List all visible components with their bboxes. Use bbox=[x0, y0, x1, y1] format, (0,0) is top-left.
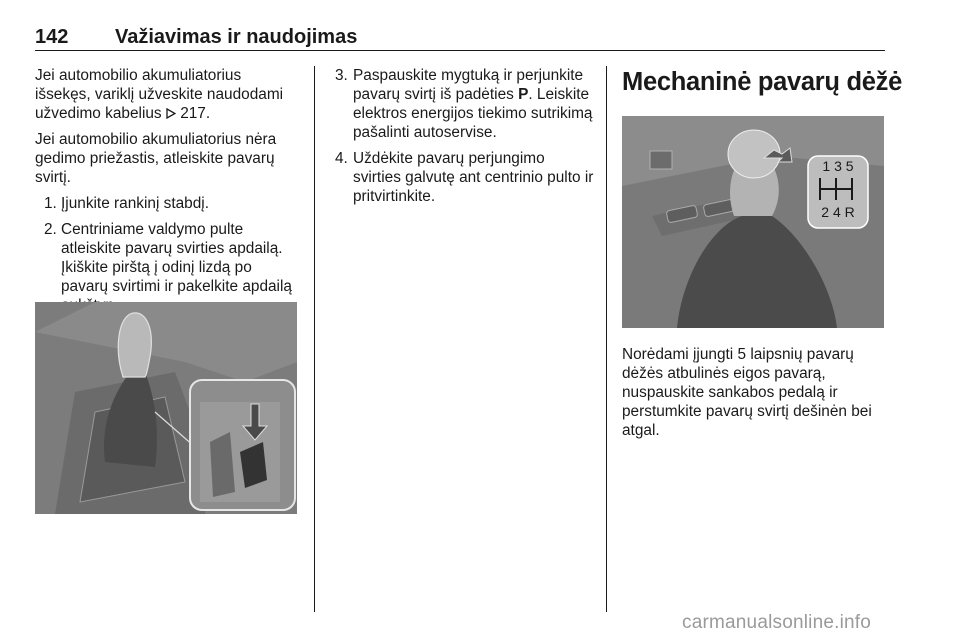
paragraph-release-lever: Jei automobilio akumuliatorius nėra gedimo priežastis, atleiskite pavarų svirtį. bbox=[35, 131, 277, 186]
column-divider-left bbox=[314, 66, 315, 612]
right-column-text bbox=[622, 345, 888, 447]
paragraph-battery: Jei automobilio akumuliatorius išsekęs, variklį užveskite naudodami užvedimo kabelius 217. bbox=[35, 67, 284, 122]
gear-pattern-top-label: 1 3 5 bbox=[822, 158, 854, 174]
page-reference-triangle-icon bbox=[166, 108, 176, 119]
section-title: Mechaninė pavarų dėžė bbox=[622, 68, 902, 96]
page-header bbox=[35, 18, 885, 51]
page-reference: 217. bbox=[180, 105, 211, 122]
gear-position-p: P bbox=[518, 86, 529, 103]
list-item: 3. Paspauskite mygtuką ir perjunkite pavarų svirtį iš padėties P. Leiskite elektros energijos tiekimo sutrikimą pašalinti autoservise. bbox=[335, 67, 593, 141]
paragraph-reverse-gear: Norėdami įjungti 5 laipsnių pavarų dėžės atbulinės eigos pavarą, nuspauskite sankabos pedalą ir perstumkite pavarų svirtį dešinėn bei atgal. bbox=[622, 346, 872, 439]
list-item: 2. Centriniame valdymo pulte atleiskite pavarų svirties apdailą. Įkiškite pirštą į odinį lizdą po pavarų svirtimi ir pakelkite apdailą bbox=[44, 221, 292, 295]
column-divider-right bbox=[606, 66, 607, 612]
figure-automatic-gear-lever bbox=[35, 302, 297, 514]
list-item: 1. Įjunkite rankinį stabdį. bbox=[44, 195, 209, 212]
list-item: 4. Uždėkite pavarų perjungimo svirties galvutę ant centrinio pulto ir pritvirtinkite. bbox=[335, 150, 594, 205]
page-number: 142 bbox=[35, 26, 69, 48]
gear-pattern-bottom-label: 2 4 R bbox=[821, 204, 855, 220]
chapter-title: Važiavimas ir naudojimas bbox=[115, 26, 358, 48]
figure-manual-gear-lever bbox=[622, 116, 884, 328]
left-column bbox=[35, 66, 301, 322]
watermark: carmanualsonline.info bbox=[682, 612, 872, 633]
middle-column bbox=[333, 66, 595, 213]
